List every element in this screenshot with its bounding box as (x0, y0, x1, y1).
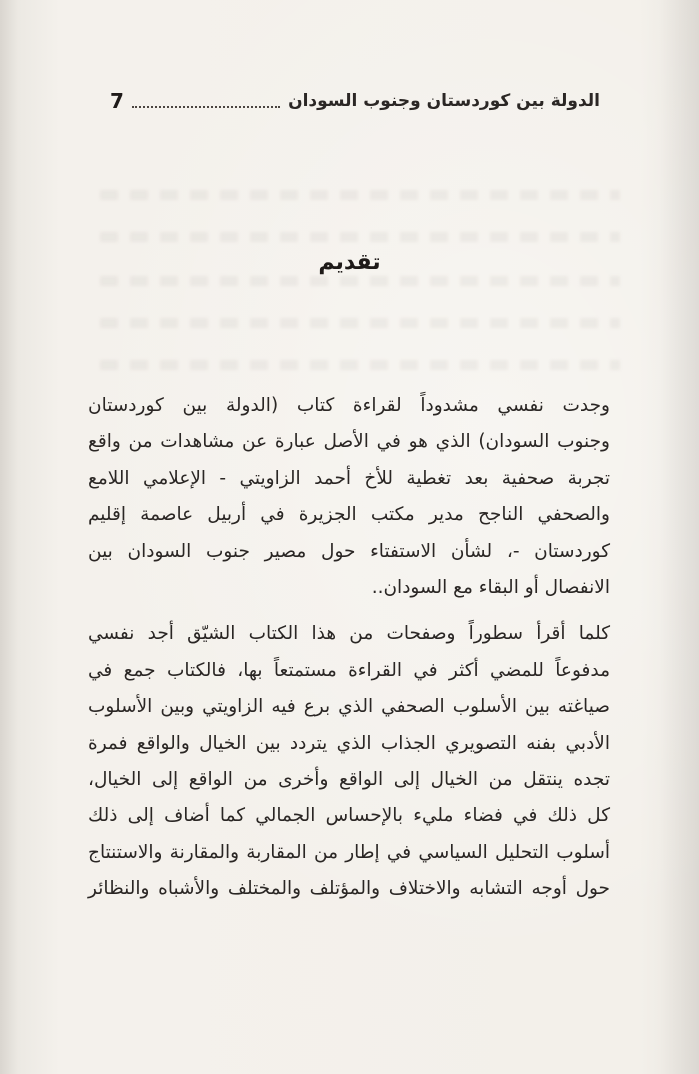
header-dotted-leader (132, 94, 280, 108)
paragraph-gap (88, 606, 610, 616)
text-line: والصحفي الناجح مدير مكتب الجزيرة في أربيل عاصمة إقليم (88, 504, 610, 526)
show-through-line (100, 190, 620, 200)
show-through-line (100, 276, 620, 286)
running-header (110, 86, 600, 116)
text-line: أسلوب التحليل السياسي في إطار من المقاربة والمقارنة والاستنتاج (88, 841, 610, 863)
text-line: صياغته بين الأسلوب الصحفي الذي برع فيه الزاويتي وبين الأسلوب (88, 696, 610, 718)
text-line: كوردستان -، لشأن الاستفتاء حول مصير جنوب السودان بين (88, 540, 610, 562)
text-line: كلما أقرأ سطوراً وصفحات من هذا الكتاب الشيّق أجد نفسي (88, 623, 610, 645)
text-line: وجدت نفسي مشدوداً لقراءة كتاب (الدولة بين كوردستان (88, 395, 610, 416)
body-text (88, 388, 610, 907)
text-line: الأدبي بفنه التصويري الجذاب الذي يتردد بين الخيال والواقع فمرة (88, 732, 610, 754)
text-line: الانفصال أو البقاء مع السودان.. (371, 576, 610, 598)
paragraph-1 (88, 388, 610, 606)
text-line: حول أوجه التشابه والاختلاف والمؤتلف والمختلف والأشباه والنظائر (88, 878, 610, 900)
text-line: مدفوعاً للمضي أكثر في القراءة مستمتعاً بها، فالكتاب جمع في (88, 659, 610, 681)
text-line: كل ذلك في فضاء مليء بالإحساس الجمالي كما أضاف إلى ذلك (88, 805, 610, 827)
text-line: وجنوب السودان) الذي هو في الأصل عبارة عن مشاهدات من واقع (88, 431, 610, 453)
show-through-line (100, 318, 620, 328)
page-edge-shadow (659, 0, 699, 1074)
running-header-title: الدولة بين كوردستان وجنوب السودان (288, 91, 600, 111)
page-number: 7 (110, 89, 124, 113)
text-line: تجربة صحفية بعد تغطية للأخ أحمد الزاويتي - الإعلامي اللامع (88, 467, 610, 489)
paragraph-2 (88, 616, 610, 907)
section-title: تقديم (318, 250, 381, 275)
show-through-line (100, 232, 620, 242)
text-line: تجده ينتقل من الخيال إلى الواقع وأخرى من الواقع إلى الخيال، (88, 768, 610, 790)
show-through-line (100, 360, 620, 370)
